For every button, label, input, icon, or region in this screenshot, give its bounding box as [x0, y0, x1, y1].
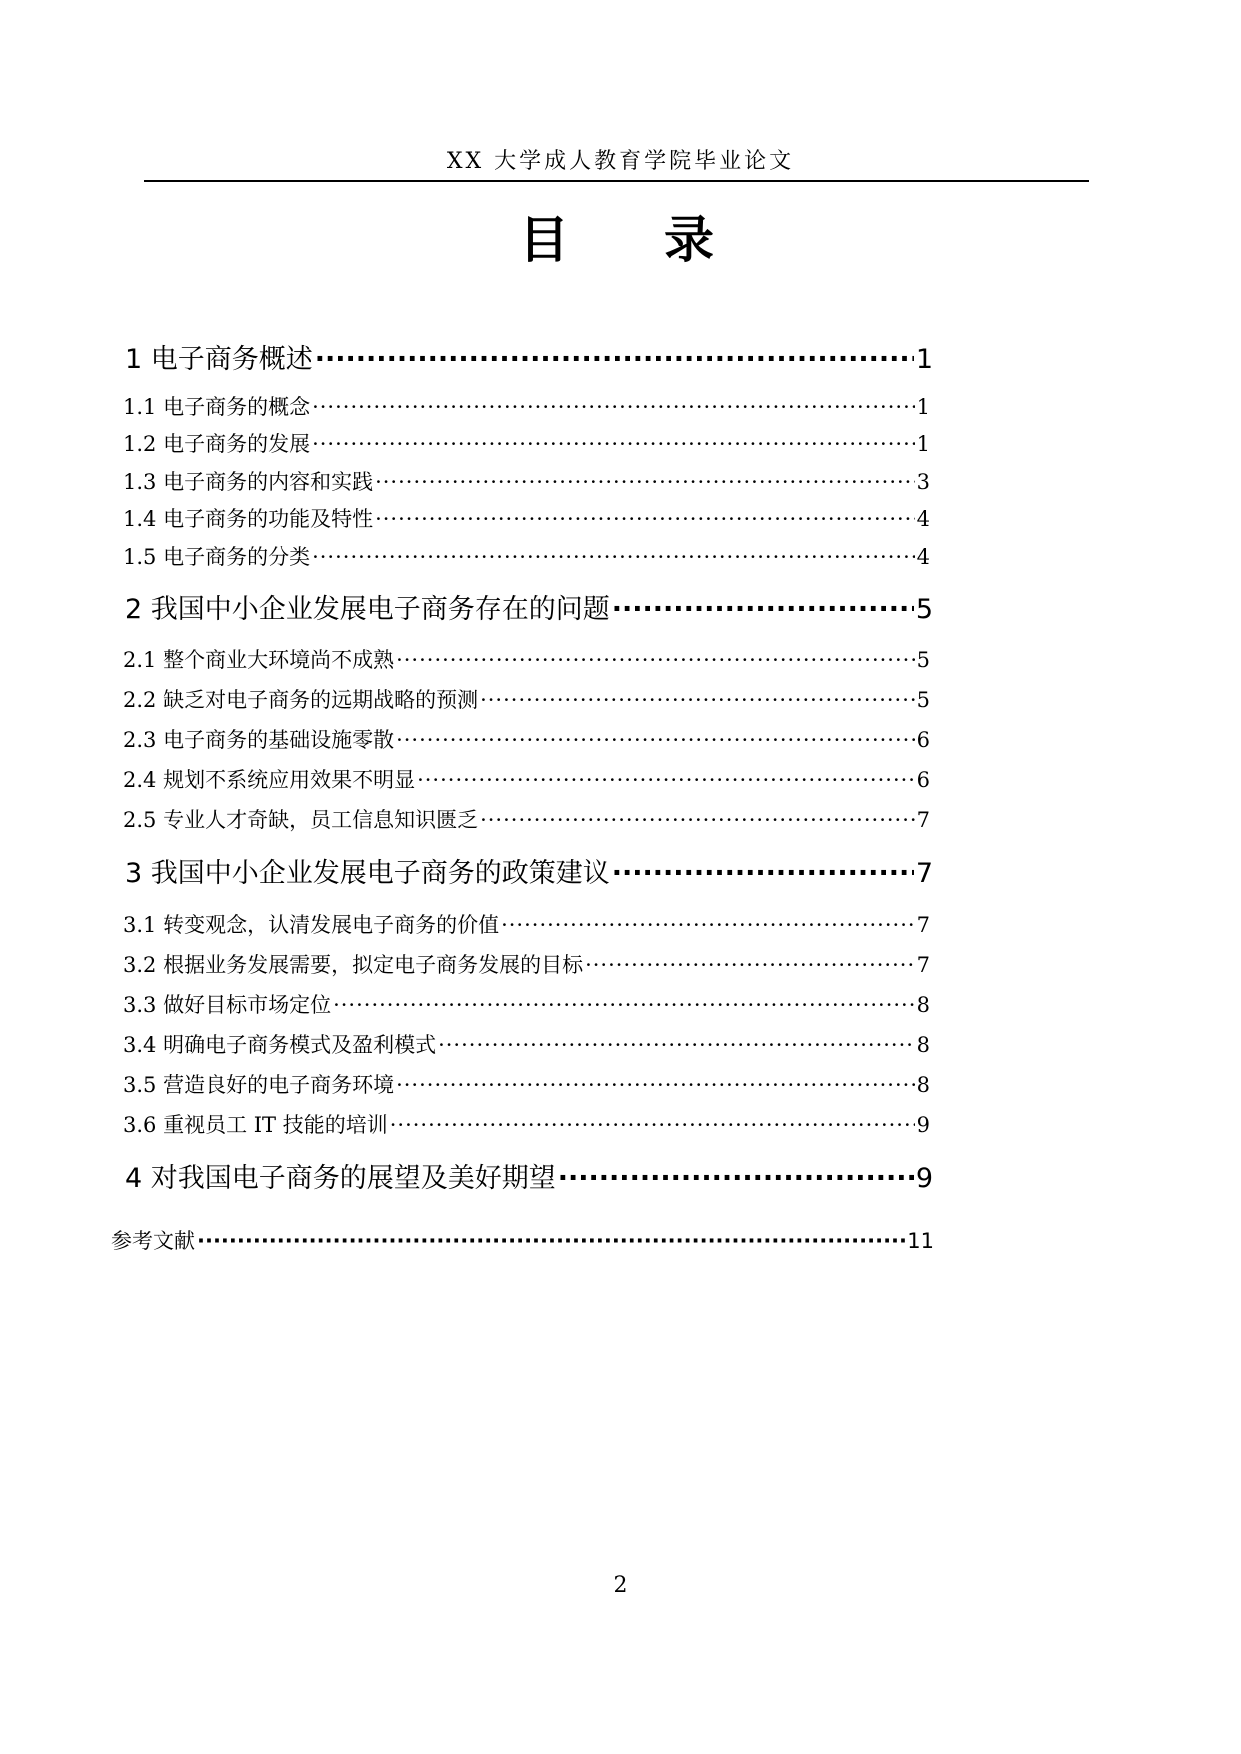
toc-dot-leader	[396, 645, 915, 675]
toc-entry-chapter-3[interactable]	[125, 856, 933, 892]
toc-entry-page: 4	[916, 545, 930, 569]
toc-dot-leader	[480, 685, 915, 715]
toc-entry-2-3[interactable]	[123, 725, 930, 755]
toc-entry-label: 3.2 根据业务发展需要，拟定电子商务发展的目标	[123, 953, 584, 977]
toc-entry-1-4[interactable]	[123, 504, 930, 534]
toc-entry-3-1[interactable]	[123, 910, 930, 940]
toc-entry-1-2[interactable]	[123, 429, 930, 459]
toc-entry-3-6[interactable]	[123, 1110, 930, 1140]
toc-entry-3-2[interactable]	[123, 950, 930, 980]
toc-entry-label: 1.5 电子商务的分类	[123, 545, 311, 569]
toc-entry-page: 1	[915, 344, 933, 375]
toc-entry-1-5[interactable]	[123, 542, 930, 572]
header-rule	[144, 180, 1089, 182]
toc-entry-chapter-4[interactable]	[125, 1161, 933, 1197]
toc-dot-leader	[312, 392, 915, 422]
toc-dot-leader	[197, 1225, 905, 1257]
toc-entry-label: 4 对我国电子商务的展望及美好期望	[125, 1163, 556, 1194]
toc-entry-page: 6	[916, 768, 930, 792]
toc-entry-page: 7	[916, 953, 930, 977]
toc-entry-page: 3	[916, 470, 930, 494]
toc-entry-label: 参考文献	[111, 1229, 195, 1253]
toc-title-char-2: 录	[664, 211, 714, 269]
toc-entry-page: 1	[916, 432, 930, 456]
toc-entry-page: 5	[915, 594, 933, 625]
toc-dot-leader	[417, 765, 915, 795]
toc-entry-label: 2.1 整个商业大环境尚不成熟	[123, 648, 395, 672]
toc-entry-page: 1	[916, 395, 930, 419]
toc-entry-label: 1.3 电子商务的内容和实践	[123, 470, 374, 494]
toc-dot-leader	[396, 725, 915, 755]
toc-entry-label: 3 我国中小企业发展电子商务的政策建议	[125, 858, 610, 889]
toc-dot-leader	[612, 856, 914, 892]
toc-entry-label: 3.1 转变观念，认清发展电子商务的价值	[123, 913, 500, 937]
toc-entry-label: 2.4 规划不系统应用效果不明显	[123, 768, 416, 792]
toc-entry-2-2[interactable]	[123, 685, 930, 715]
toc-entry-chapter-2[interactable]	[125, 592, 933, 628]
toc-entry-label: 2 我国中小企业发展电子商务存在的问题	[125, 594, 610, 625]
toc-entry-label: 2.2 缺乏对电子商务的远期战略的预测	[123, 688, 479, 712]
toc-dot-leader	[396, 1070, 915, 1100]
toc-entry-2-1[interactable]	[123, 645, 930, 675]
toc-entry-page: 7	[916, 808, 930, 832]
toc-entry-1-1[interactable]	[123, 392, 930, 422]
toc-entry-page: 9	[916, 1113, 930, 1137]
toc-entry-page: 4	[916, 507, 930, 531]
toc-dot-leader	[558, 1161, 914, 1197]
toc-entry-page: 8	[916, 1033, 930, 1057]
toc-entry-page: 6	[916, 728, 930, 752]
toc-dot-leader	[612, 592, 914, 628]
toc-entry-3-5[interactable]	[123, 1070, 930, 1100]
toc-dot-leader	[480, 805, 915, 835]
toc-entry-label: 1.2 电子商务的发展	[123, 432, 311, 456]
toc-dot-leader	[333, 990, 915, 1020]
toc-entry-label: 1.1 电子商务的概念	[123, 395, 311, 419]
toc-entry-1-3[interactable]	[123, 467, 930, 497]
toc-dot-leader	[312, 429, 915, 459]
page-number: 2	[613, 1573, 628, 1598]
toc-entry-page: 11	[907, 1229, 934, 1253]
toc-entry-page: 8	[916, 993, 930, 1017]
running-header: XX 大学成人教育学院毕业论文	[446, 149, 795, 174]
toc-entry-page: 9	[915, 1163, 933, 1194]
toc-entry-label: 2.3 电子商务的基础设施零散	[123, 728, 395, 752]
toc-entry-label: 3.5 营造良好的电子商务环境	[123, 1073, 395, 1097]
toc-dot-leader	[375, 467, 915, 497]
toc-entry-page: 7	[916, 913, 930, 937]
toc-title-char-1: 目	[519, 211, 569, 269]
toc-dot-leader	[390, 1110, 915, 1140]
toc-entry-3-3[interactable]	[123, 990, 930, 1020]
toc-entry-label: 1 电子商务概述	[125, 344, 313, 375]
toc-dot-leader	[312, 542, 915, 572]
toc-dot-leader	[375, 504, 915, 534]
toc-entry-label: 1.4 电子商务的功能及特性	[123, 507, 374, 531]
toc-entry-page: 8	[916, 1073, 930, 1097]
toc-entry-references[interactable]	[111, 1225, 934, 1257]
toc-entry-chapter-1[interactable]	[125, 342, 933, 378]
toc-entry-page: 5	[916, 688, 930, 712]
toc-entry-2-5[interactable]	[123, 805, 930, 835]
toc-dot-leader	[315, 342, 914, 378]
toc-entry-label: 3.4 明确电子商务模式及盈利模式	[123, 1033, 437, 1057]
toc-entry-page: 7	[915, 858, 933, 889]
toc-dot-leader	[585, 950, 915, 980]
toc-entry-page: 5	[916, 648, 930, 672]
toc-dot-leader	[438, 1030, 915, 1060]
toc-entry-label: 3.3 做好目标市场定位	[123, 993, 332, 1017]
toc-entry-3-4[interactable]	[123, 1030, 930, 1060]
toc-entry-2-4[interactable]	[123, 765, 930, 795]
toc-dot-leader	[501, 910, 915, 940]
toc-entry-label: 2.5 专业人才奇缺，员工信息知识匮乏	[123, 808, 479, 832]
toc-entry-label: 3.6 重视员工 IT 技能的培训	[123, 1113, 388, 1137]
